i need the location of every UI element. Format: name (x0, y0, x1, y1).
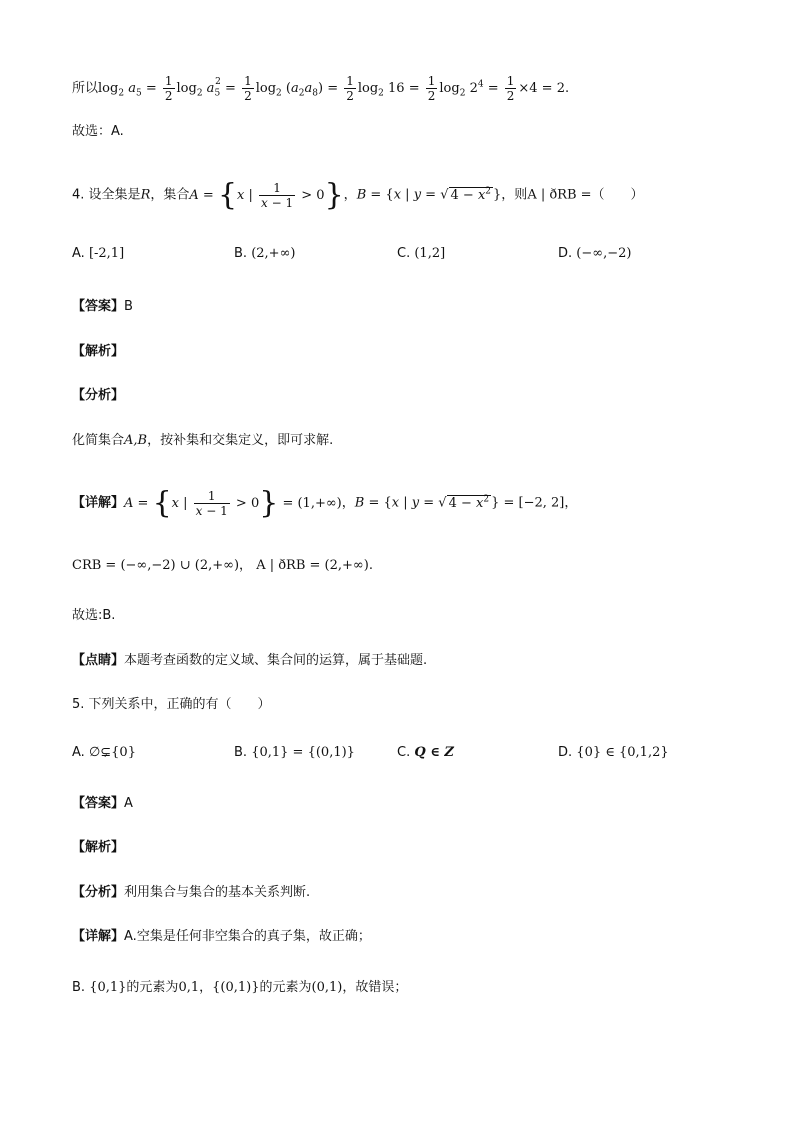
detail-a-text: A.空集是任何非空集合的真子集，故正确； (124, 929, 371, 944)
q5-detail-a (72, 927, 371, 947)
q4-stem-part1: 设全集是 (88, 187, 141, 203)
q4-fenxi-tag: 【分析】 (72, 388, 125, 403)
option-label: D. (558, 745, 573, 760)
option-label: A. (72, 745, 85, 760)
detail-b-label: B. (72, 980, 86, 995)
detail-complement: CRB = (−∞,−2) ∪ (2,+∞) (72, 558, 240, 573)
option-label: C. (397, 246, 411, 261)
q4-option-b (234, 246, 295, 261)
detail-b-text2: 的元素为 (259, 980, 312, 995)
answer-tag: 【答案】 (72, 299, 125, 314)
fenxi-text: 利用集合与集合的基本关系判断. (124, 885, 311, 900)
q5-option-b (234, 745, 355, 760)
answer-value: A (124, 796, 133, 811)
formula-end: . (564, 81, 570, 96)
option-value: Q ∈ Z (414, 745, 454, 760)
fenxi-part2: ，按补集和交集定义，即可求解. (147, 433, 334, 448)
q4-analysis-tag: 【解析】 (72, 344, 125, 359)
option-label: B. (234, 745, 248, 760)
q5-analysis-tag: 【解析】 (72, 840, 125, 855)
q4-choose: 故选:B. (72, 608, 116, 623)
answer-value: B (124, 299, 133, 314)
detail-set-A: A = {x | $\frac{1}{x - 1}$ > 0} = (1,+∞) (124, 485, 342, 520)
choice-line-3: 故选：A. (72, 124, 124, 139)
detail-b-text3: ，故错误； (342, 980, 408, 995)
q5-option-d (558, 745, 669, 760)
comment-tag: 【点睛】 (72, 653, 125, 668)
q5-stem-text: 下列关系中，正确的有（ ） (88, 697, 271, 712)
option-value: [-2,1] (88, 246, 125, 261)
q5-option-c (397, 745, 454, 760)
fenxi-tag: 【分析】 (72, 885, 125, 900)
q5-answer (72, 794, 133, 814)
detail-intersection: A | ðRB = (2,+∞) (256, 558, 369, 573)
q4-stem-part3: ，则 (501, 187, 528, 203)
detail-b-elem2: (0,1) (311, 980, 343, 995)
q4-set-B: B = {x | y = √ $4 - x^2$ } (356, 186, 502, 203)
detail-b-elem1: 0,1 (178, 980, 200, 995)
detail-set-B: B = {x | y = √ $4 - x^2$ } = [−2, 2] (354, 494, 565, 511)
option-value: (1,2] (414, 246, 446, 261)
comment-text: 本题考查函数的定义域、集合间的运算，属于基础题. (124, 653, 428, 668)
q4-set-A: A = {x | $\frac{1}{x - 1}$ > 0} (189, 177, 344, 212)
option-value: {0,1} = {(0,1)} (251, 745, 355, 760)
q5-option-a (72, 745, 136, 760)
question-4-stem (72, 177, 644, 212)
q4-option-c (397, 246, 445, 261)
question-4-number: 4. (72, 187, 85, 203)
q4-answer (72, 297, 133, 317)
q4-option-d (558, 246, 631, 261)
log-formula: $\log_2 a_5$ = $\frac{1}{2}$ $\log_2 a_5^2$ = $\frac{1}{2}$ $\log_2 (a_2a_8)$ = $\frac{1}{2}$ $\log_2 16$ = $\frac{1}{2}$ $\log_2 2^4$ = $\frac{1}{2}$ ×4 = 2 (98, 74, 565, 103)
q4-paren: （ ） (591, 187, 644, 203)
q4-fenxi-text (72, 431, 333, 451)
option-value: (−∞,−2) (576, 246, 632, 261)
option-label: D. (558, 246, 573, 261)
option-value: (2,+∞) (251, 246, 296, 261)
q4-expression: A | ðRB = (527, 187, 592, 203)
fenxi-part1: 化简集合 (72, 433, 125, 448)
q4-stem-part2: ，集合 (150, 187, 190, 203)
question-5-stem (72, 695, 271, 715)
q4-comma: ， (343, 187, 357, 203)
q4-detail-line: 【详解】A = {x | $\frac{1}{x - 1}$ > 0} = (1,+∞)，B = {x | y = √ $4 - x^2$ } = [−2, 2]， (72, 485, 578, 520)
detail-tag: 【详解】 (72, 495, 125, 511)
q4-var-R: R (140, 187, 151, 203)
fenxi-vars: A,B (124, 433, 148, 448)
q4-option-a (72, 246, 124, 261)
option-label: B. (234, 246, 248, 261)
detail-b-text1: 的元素为 (126, 980, 179, 995)
option-value: {0} ∈ {0,1,2} (576, 745, 669, 760)
log-formula-line (72, 72, 569, 104)
option-value: ∅⊊{0} (88, 745, 136, 760)
formula-prefix: 所以 (72, 81, 99, 96)
option-label: C. (397, 745, 411, 760)
q5-fenxi (72, 883, 310, 903)
detail-b-set1: {0,1} (89, 980, 127, 995)
q4-comment (72, 651, 427, 671)
answer-tag: 【答案】 (72, 796, 125, 811)
question-5-number: 5. (72, 697, 85, 712)
detail-tag: 【详解】 (72, 929, 125, 944)
q5-detail-b (72, 978, 407, 998)
detail-b-set2: {(0,1)} (212, 980, 260, 995)
detail-b-comma: ， (199, 980, 213, 995)
option-label: A. (72, 246, 85, 261)
q4-detail-complement: CRB = (−∞,−2) ∪ (2,+∞)， A | ðRB = (2,+∞). (72, 558, 373, 573)
